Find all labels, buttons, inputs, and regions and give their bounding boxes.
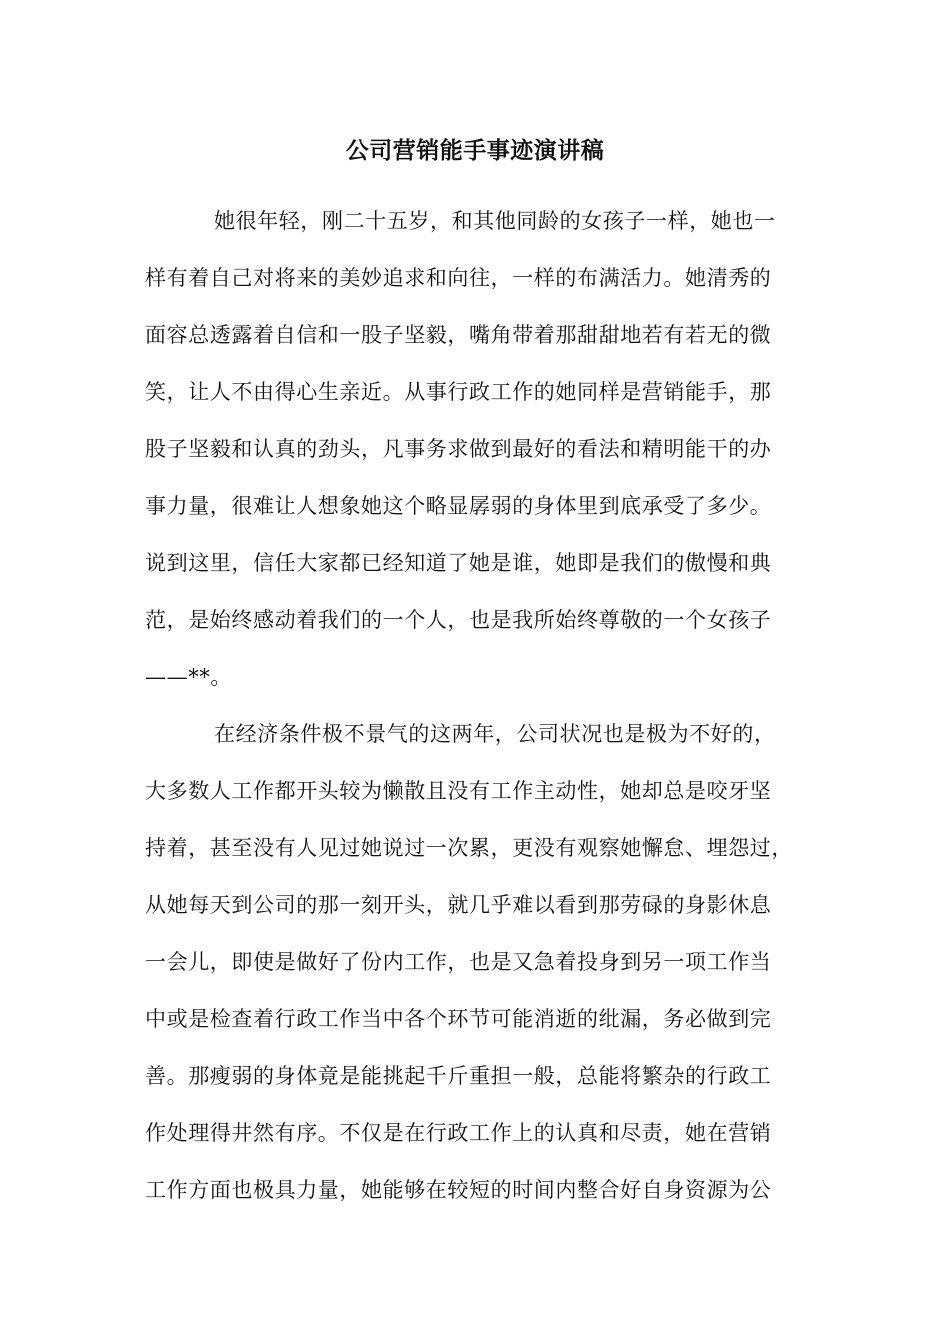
paragraph-1-line-8: 范，是始终感动着我们的一个人，也是我所始终尊敬的一个女孩子	[145, 608, 772, 632]
document-title: 公司营销能手事迹演讲稿	[345, 138, 605, 164]
paragraph-1-line-2: 样有着自己对将来的美妙追求和向往，一样的布满活力。她清秀的	[145, 266, 772, 290]
paragraph-2-line-2: 大多数人工作都开头较为懒散且没有工作主动性，她却总是咬牙坚	[145, 779, 772, 803]
paragraph-2-line-9: 工作方面也极具力量，她能够在较短的时间内整合好自身资源为公	[145, 1178, 772, 1202]
paragraph-1-line-1: 她很年轻，刚二十五岁，和其他同龄的女孩子一样，她也一	[214, 209, 776, 233]
paragraph-1-line-3: 面容总透露着自信和一股子坚毅，嘴角带着那甜甜地若有若无的微	[145, 323, 772, 347]
paragraph-1-line-5: 股子坚毅和认真的劲头，凡事务求做到最好的看法和精明能干的办	[145, 437, 772, 461]
paragraph-1-line-9: ——**。	[145, 665, 232, 689]
paragraph-2-line-1: 在经济条件极不景气的这两年，公司状况也是极为不好的，	[214, 722, 776, 746]
paragraph-1-line-7: 说到这里，信任大家都已经知道了她是谁，她即是我们的傲慢和典	[145, 551, 772, 575]
paragraph-2-line-3: 持着，甚至没有人见过她说过一次累，更没有观察她懈怠、埋怨过，	[145, 836, 793, 860]
paragraph-1-line-4: 笑，让人不由得心生亲近。从事行政工作的她同样是营销能手，那	[145, 380, 772, 404]
paragraph-2-line-8: 作处理得井然有序。不仅是在行政工作上的认真和尽责，她在营销	[145, 1121, 772, 1145]
paragraph-2-line-5: 一会儿，即使是做好了份内工作，也是又急着投身到另一项工作当	[145, 950, 772, 974]
paragraph-1-line-6: 事力量，很难让人想象她这个略显孱弱的身体里到底承受了多少。	[145, 494, 772, 518]
paragraph-2-line-6: 中或是检查着行政工作当中各个环节可能消逝的纰漏，务必做到完	[145, 1007, 772, 1031]
paragraph-2-line-4: 从她每天到公司的那一刻开头，就几乎难以看到那劳碌的身影休息	[145, 893, 772, 917]
paragraph-2-line-7: 善。那瘦弱的身体竟是能挑起千斤重担一般，总能将繁杂的行政工	[145, 1064, 772, 1088]
